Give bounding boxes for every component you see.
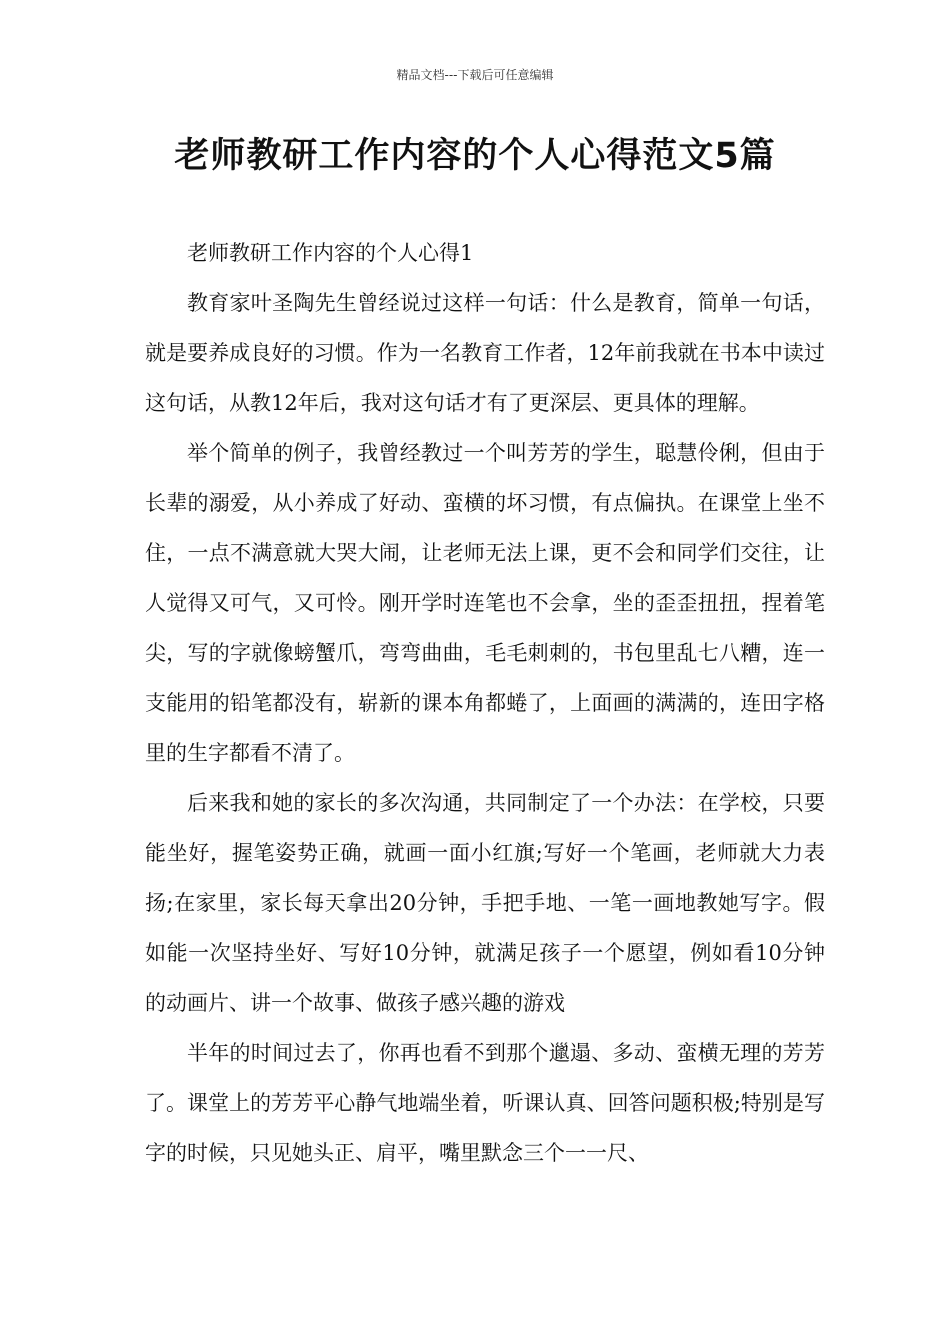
paragraph-4: 半年的时间过去了，你再也看不到那个邋遢、多动、蛮横无理的芳芳了。课堂上的芳芳平心静气地端坐着，听课认真、回答问题积极;特别是写字的时候，只见她头正、肩平，嘴里默念三个一一尺、 xyxy=(145,1041,825,1165)
document-body xyxy=(145,228,825,1178)
header-note: 精品文档---下载后可任意编辑 xyxy=(396,68,554,82)
section-heading: 老师教研工作内容的个人心得1 xyxy=(187,241,474,265)
paragraph-1: 教育家叶圣陶先生曾经说过这样一句话：什么是教育，简单一句话，就是要养成良好的习惯。作为一名教育工作者，12年前我就在书本中读过这句话，从教12年后，我对这句话才有了更深层、更具体的理解。 xyxy=(145,291,825,415)
paragraph-2: 举个简单的例子，我曾经教过一个叫芳芳的学生，聪慧伶俐，但由于长辈的溺爱，从小养成了好动、蛮横的坏习惯，有点偏执。在课堂上坐不住，一点不满意就大哭大闹，让老师无法上课，更不会和同学们交往，让人觉得又可气，又可怜。刚开学时连笔也不会拿，坐的歪歪扭扭，捏着笔尖，写的字就像螃蟹爪，弯弯曲曲，毛毛刺刺的，书包里乱七八糟，连一支能用的铅笔都没有，崭新的课本角都蜷了，上面画的满满的，连田字格里的生字都看不清了。 xyxy=(145,441,825,765)
paragraph-3: 后来我和她的家长的多次沟通，共同制定了一个办法：在学校，只要能坐好，握笔姿势正确，就画一面小红旗;写好一个笔画，老师就大力表扬;在家里，家长每天拿出20分钟，手把手地、一笔一画地教她写字。假如能一次坚持坐好、写好10分钟，就满足孩子一个愿望，例如看10分钟的动画片、讲一个故事、做孩子感兴趣的游戏 xyxy=(145,791,825,1015)
document-title: 老师教研工作内容的个人心得范文5篇 xyxy=(174,136,776,176)
